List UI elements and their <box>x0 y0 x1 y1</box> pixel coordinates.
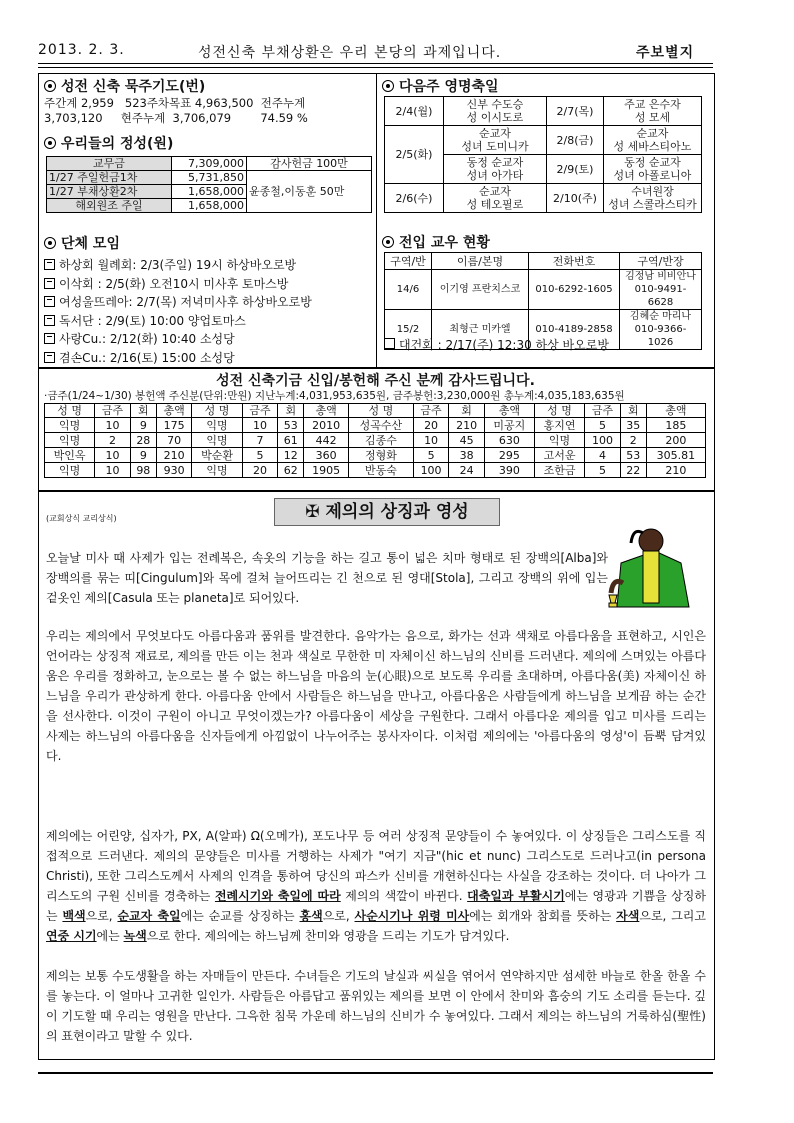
donations-header-cell: 총액 <box>156 404 192 418</box>
donations-header-cell: 성 명 <box>349 404 414 418</box>
donations-cell: 반동숙 <box>349 463 414 478</box>
circle-bullet-icon <box>382 80 394 92</box>
pointing-hand-icon <box>44 259 55 270</box>
donations-cell: 390 <box>484 463 534 478</box>
table-row: 해외원조 주일 1,658,000 <box>47 199 372 213</box>
donations-cell: 김종수 <box>349 433 414 448</box>
donations-cell: 630 <box>484 433 534 448</box>
donations-cell: 조한금 <box>534 463 584 478</box>
priest-clipart-icon <box>603 523 703 611</box>
donations-cell: 61 <box>278 433 304 448</box>
donations-cell: 22 <box>620 463 646 478</box>
table-row: 15/2 최형근 미카엘 010-4189-2858 김혜순 마리나 010-9366-1026 <box>385 310 702 350</box>
list-item: 겸손Cu.: 2/16(토) 15:00 소성당 <box>44 349 374 368</box>
table-row <box>45 448 706 463</box>
offering-title: 우리들의 정성(원) <box>61 136 174 152</box>
page-header <box>38 38 713 62</box>
pointing-hand-icon <box>44 315 55 326</box>
donations-cell: 930 <box>156 463 192 478</box>
donations-cell: 20 <box>242 463 278 478</box>
donations-cell: 9 <box>130 448 156 463</box>
offering-section <box>44 133 374 153</box>
donations-cell: 5 <box>585 418 621 433</box>
donations-cell: 24 <box>449 463 484 478</box>
donations-header-cell: 성 명 <box>45 404 95 418</box>
cross-icon: ✠ <box>305 502 326 522</box>
prayer-section <box>44 76 374 126</box>
table-row <box>45 404 706 418</box>
table-row: 동정 순교자 성녀 아가타 2/9(토) 동정 순교자 성녀 아폴로니아 <box>385 155 702 184</box>
prayer-title: 성전 신축 묵주기도(번) <box>61 79 206 95</box>
donations-cell: 2 <box>620 433 646 448</box>
column-divider <box>376 73 377 367</box>
donations-cell: 295 <box>484 448 534 463</box>
donations-cell: 박순환 <box>192 448 242 463</box>
donations-cell: 10 <box>95 418 131 433</box>
donations-cell: 9 <box>130 418 156 433</box>
newcomers-section <box>382 232 702 252</box>
donations-cell: 2 <box>95 433 131 448</box>
donations-cell: 5 <box>585 463 621 478</box>
donations-title: 성전 신축기금 신입/봉헌해 주신 분께 감사드립니다. <box>216 373 535 389</box>
bulletin-date: 2013. 2. 3. <box>38 42 125 58</box>
donations-cell: 홍지연 <box>534 418 584 433</box>
donations-header-cell: 회 <box>449 404 484 418</box>
donations-cell: 10 <box>95 463 131 478</box>
table-row: 1/27 주일헌금1차 5,731,850 윤종철,이동훈 50만 <box>47 171 372 185</box>
donations-cell: 62 <box>278 463 304 478</box>
donations-cell: 익명 <box>534 433 584 448</box>
table-row <box>45 418 706 433</box>
donations-cell: 53 <box>278 418 304 433</box>
donations-cell: 익명 <box>45 418 95 433</box>
donations-header-cell: 성 명 <box>534 404 584 418</box>
donations-header-cell: 금주 <box>95 404 131 418</box>
donations-header-cell: 회 <box>620 404 646 418</box>
donations-cell: 미공지 <box>484 418 534 433</box>
table-row: 2/5(화) 순교자 성녀 도미니카 2/8(금) 순교자 성 세바스티아노 <box>385 126 702 155</box>
donations-cell: 익명 <box>45 433 95 448</box>
donations-cell: 210 <box>156 448 192 463</box>
header-rule <box>38 63 713 68</box>
donations-cell: 185 <box>646 418 705 433</box>
donations-cell: 200 <box>646 433 705 448</box>
donations-header-cell: 회 <box>278 404 304 418</box>
donations-cell: 고서운 <box>534 448 584 463</box>
donations-header-cell: 금주 <box>242 404 278 418</box>
donations-cell: 38 <box>449 448 484 463</box>
table-row: 1/27 부채상환2차 1,658,000 <box>47 185 372 199</box>
header-slogan: 성전신축 부채상환은 우리 본당의 과제입니다. <box>198 45 502 61</box>
donations-cell: 10 <box>242 418 278 433</box>
donations-cell: 98 <box>130 463 156 478</box>
donations-header-cell: 총액 <box>646 404 705 418</box>
pointing-hand-icon <box>44 278 55 289</box>
donations-cell: 익명 <box>45 463 95 478</box>
donations-cell: 박인옥 <box>45 448 95 463</box>
donations-cell: 익명 <box>192 418 242 433</box>
table-row: 14/6 이기영 프란치스코 010-6292-1605 김정남 비비안나 010-9491-6628 <box>385 270 702 310</box>
donations-cell: 210 <box>646 463 705 478</box>
article-paragraph-2: 우리는 제의에서 무엇보다도 아름다움과 품위를 발견한다. 음악가는 음으로, 화가는 선과 색채로 아름다움을 표현하고, 시인은 언어라는 상징적 재료로, 제의를 만든 이는 천과 색실로 무한한 미 자체이신 하느님의 신비를 드러낸다. 제의에 스며있는 아름다움은 우리를 정화하고, 눈으로는 볼 수 없는 하느님을 마음의 눈(心眼)으로 보도록 우리를 초대하며, 아름다움(美) 자체이신 하느님을 우리가 관상하게 한다. 아름다움 안에서 사람들은 하느님을 만나고, 아름다움은 사람들에게 하느님을 보게끔 하는 순간을 선사한다. 이것이 구원이 아니고 무엇이겠는가? 아름다움이 세상을 구원한다. 그래서 아름다운 제의를 입고 미사를 드리는 사제는 하느님의 아름다움을 신자들에게 아낌없이 나누어주는 봉사자이다. 이처럼 제의에는 '아름다움의 영성'이 듬뿍 담겨있다. <box>46 629 706 763</box>
donations-cell: 익명 <box>192 433 242 448</box>
circle-bullet-icon <box>382 236 394 248</box>
list-item: 독서단 : 2/9(토) 10:00 양업토마스 <box>44 312 374 331</box>
groups-title: 단체 모임 <box>61 236 120 252</box>
prayer-line-2: 3,703,120 현주누계 3,706,079 74.59 % <box>44 111 308 125</box>
newcomers-title: 전입 교우 현황 <box>399 235 490 251</box>
donations-cell: 442 <box>304 433 349 448</box>
list-item: 이삭회 : 2/5(화) 오전10시 미사후 토마스방 <box>44 275 374 294</box>
donations-cell: 210 <box>449 418 484 433</box>
donations-header-cell: 금주 <box>413 404 449 418</box>
article-title: 제의의 상징과 영성 <box>325 502 469 522</box>
article-paragraph-4: 제의는 보통 수도생활을 하는 자매들이 만든다. 수녀들은 기도의 날실과 씨실을 엮어서 연약하지만 섬세한 바늘로 한올 한올 수를 놓는다. 이 얼마나 고귀한 일인가. 사람들은 아름답고 품위있는 제의를 보면 이 안에서 찬미와 흠숭의 기도 소리를 듣는다. 깊이 기도할 때 우리는 영원을 만난다. 그윽한 침묵 가운데 하느님의 신비가 수 놓여있다. 그래서 제의는 하느님의 거룩하심(聖性)의 표현이라고 말할 수 있다. <box>46 969 706 1043</box>
donations-cell: 28 <box>130 433 156 448</box>
donations-cell: 70 <box>156 433 192 448</box>
table-row <box>45 433 706 448</box>
table-row: 구역/반 이름/본명 전화번호 구역/반장 <box>385 253 702 270</box>
donations-header-cell: 회 <box>130 404 156 418</box>
donations-cell: 35 <box>620 418 646 433</box>
table-row: 2/6(수) 순교자 성 테오필로 2/10(주) 수녀원장 성녀 스콜라스티카 <box>385 184 702 213</box>
list-item: 하상회 월례회: 2/3(주일) 19시 하상바오로방 <box>44 256 374 275</box>
circle-bullet-icon <box>44 237 56 249</box>
article-paragraph-3: 제의에는 어린양, 십자가, PX, A(알파) Ω(오메가), 포도나무 등 여러 상징적 문양들이 수 놓여있다. 이 상징들은 그리스도를 직접적으로 드러낸다. 제의의 문양들은 미사를 거행하는 사제가 "여기 지금"(hic et nunc) 그리스도로 드러나고(in persona Christi), 또한 그리스도께서 사제의 인격을 통하여 당신의 파스카 신비를 개현하신다는 사실을 강조하는 것이다. 더 나아가 그리스도의 구원 신비를 경축하는 전례시기와 축일에 따라 제의의 색깔이 바뀐다. 대축일과 부활시기에는 영광과 기쁨을 상징하는 백색으로, 순교자 축일에는 순교를 상징하는 홍색으로, 사순시기나 위령 미사에는 회개와 참회를 뜻하는 자색으로, 그리고 연중 시기에는 녹색으로 한다. 제의에는 하느님께 찬미와 영광을 드리는 기도가 담겨있다. <box>46 829 706 943</box>
header-insert-label: 주보별지 <box>636 45 695 61</box>
list-item: 여성울뜨레아: 2/7(목) 저녁미사후 하상바오로방 <box>44 293 374 312</box>
donations-cell: 10 <box>95 448 131 463</box>
donations-header-cell: 총액 <box>484 404 534 418</box>
donations-cell: 성곡수산 <box>349 418 414 433</box>
newcomers-note: 대건회 : 2/17(주) 12:30 하상 바오로방 <box>384 336 609 353</box>
donations-summary: ·금주(1/24~1/30) 봉헌액 주신분(단위:만원) 지난누계:4,031,953,635원, 금주봉헌:3,230,000원 총누계:4,035,183,635원 <box>44 390 625 402</box>
pointing-hand-icon <box>384 338 395 349</box>
donations-table <box>44 403 706 478</box>
donations-cell: 10 <box>413 433 449 448</box>
feasts-section <box>382 76 702 96</box>
table-row <box>45 463 706 478</box>
donations-cell: 1905 <box>304 463 349 478</box>
table-row: 교무금 7,309,000 감사헌금 100만 <box>47 157 372 171</box>
pointing-hand-icon <box>44 352 55 363</box>
donations-cell: 익명 <box>192 463 242 478</box>
table-row: 2/4(월) 신부 수도승 성 이시도로 2/7(목) 주교 은수자 성 모세 <box>385 97 702 126</box>
donations-cell: 정형화 <box>349 448 414 463</box>
donations-cell: 12 <box>278 448 304 463</box>
feasts-table <box>384 96 702 213</box>
article-paragraph-1: 오늘날 미사 때 사제가 입는 전례복은, 속옷의 기능을 하는 길고 통이 넓은 치마 형태로 된 장백의[Alba]와 장백의를 묶는 띠[Cingulum]와 목에 걸쳐 늘어뜨리는 긴 천으로 된 영대[Stola], 그리고 장백의 위에 입는 겉옷인 제의[Casula 또는 planeta]로 되어있다. <box>46 551 608 605</box>
donations-cell: 305.81 <box>646 448 705 463</box>
article-category-tag: (교회상식 교리상식) <box>46 514 117 523</box>
donations-cell: 175 <box>156 418 192 433</box>
groups-section <box>44 233 374 367</box>
article-title-box <box>274 498 500 526</box>
pointing-hand-icon <box>44 333 55 344</box>
donations-header-cell: 총액 <box>304 404 349 418</box>
pointing-hand-icon <box>44 296 55 307</box>
donations-cell: 2010 <box>304 418 349 433</box>
footer-rule <box>38 1072 713 1074</box>
feasts-title: 다음주 영명축일 <box>399 79 499 95</box>
circle-bullet-icon <box>44 80 56 92</box>
donations-cell: 53 <box>620 448 646 463</box>
donations-header-cell: 금주 <box>585 404 621 418</box>
donations-cell: 4 <box>585 448 621 463</box>
circle-bullet-icon <box>44 137 56 149</box>
list-item: 사랑Cu.: 2/12(화) 10:40 소성당 <box>44 330 374 349</box>
donations-cell: 20 <box>413 418 449 433</box>
donations-cell: 45 <box>449 433 484 448</box>
donations-cell: 360 <box>304 448 349 463</box>
donations-cell: 5 <box>413 448 449 463</box>
donations-cell: 5 <box>242 448 278 463</box>
donations-cell: 7 <box>242 433 278 448</box>
offering-table <box>46 156 372 213</box>
donations-header-cell: 성 명 <box>192 404 242 418</box>
donations-cell: 100 <box>413 463 449 478</box>
donations-cell: 100 <box>585 433 621 448</box>
prayer-line-1: 주간계 2,959 523주차목표 4,963,500 전주누계 <box>44 96 306 110</box>
